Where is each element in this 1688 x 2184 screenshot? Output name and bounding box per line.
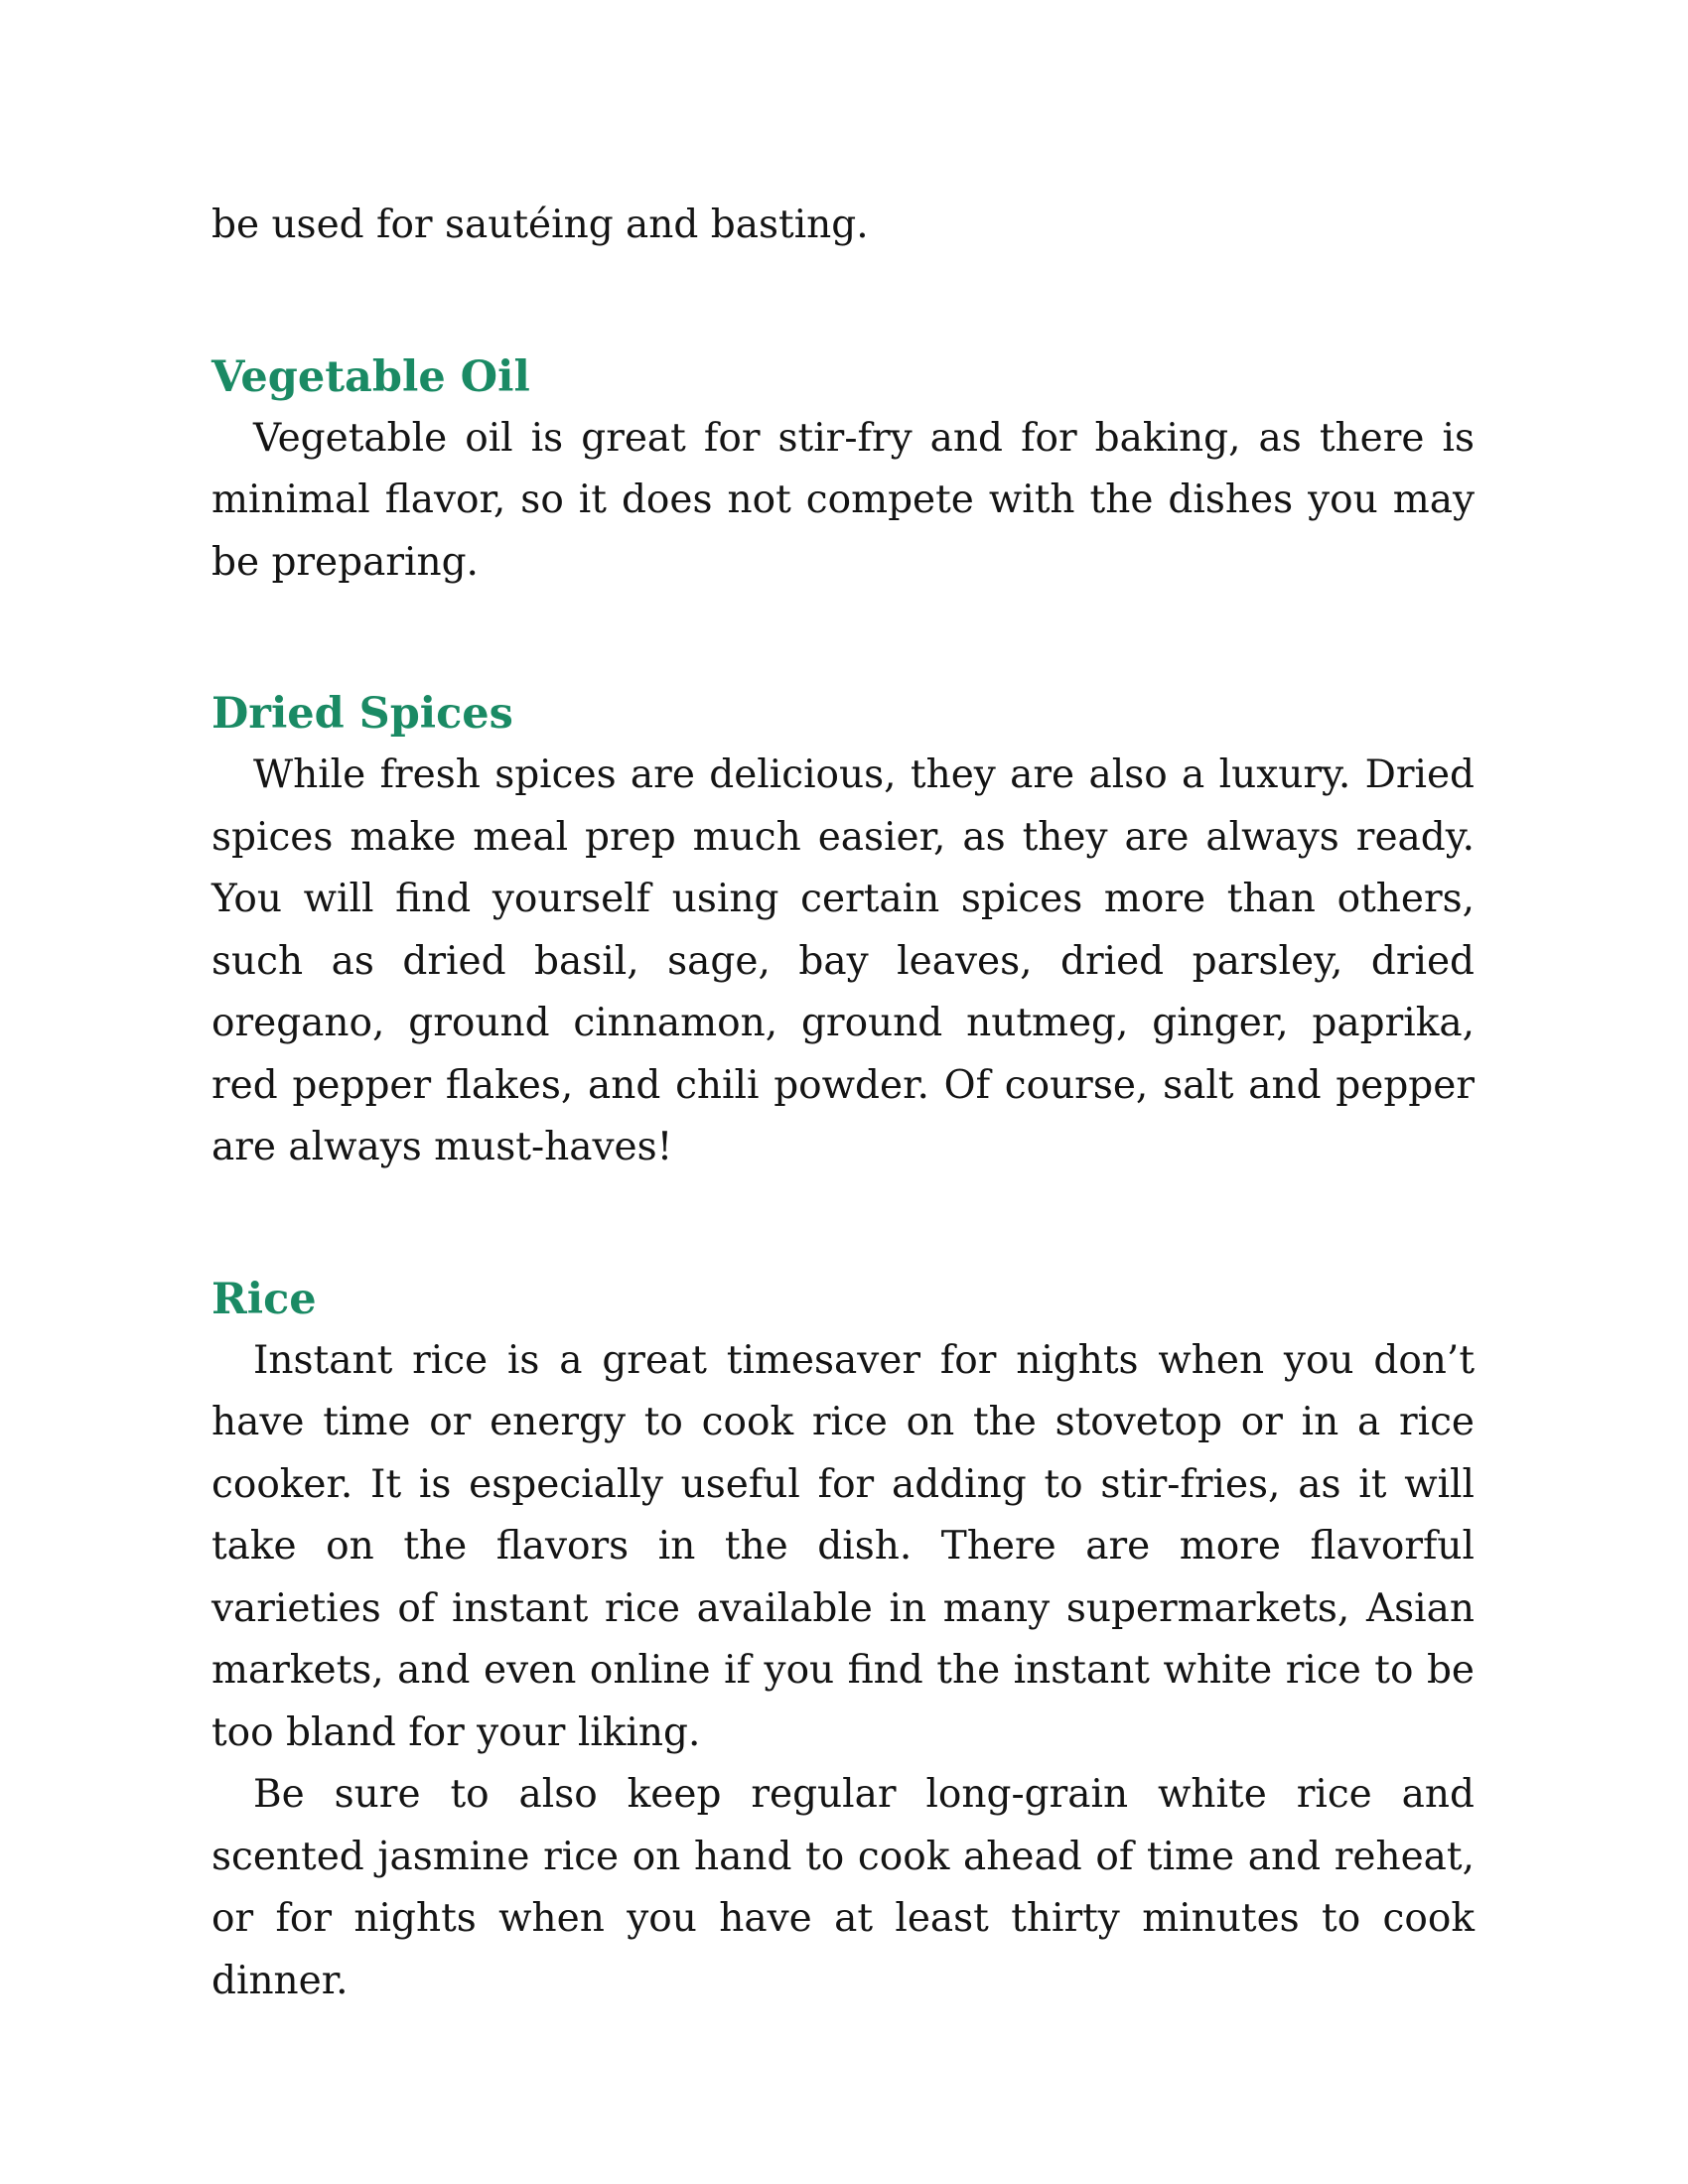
paragraph-dried-spices: While fresh spices are delicious, they are also a luxury. Dried spices make meal prep much easier, as they are always ready. You will find yourself using certain spices more than others, such as dried basil, sage, bay leaves, dried parsley, dried oregano, ground cinnamon, ground nutmeg, ginger, paprika, red pepper flakes, and chili powder. Of course, salt and pepper are always must-haves! xyxy=(211,752,1475,1169)
section-heading-rice: Rice xyxy=(211,1274,317,1324)
paragraph-vegetable-oil: Vegetable oil is great for stir-fry and for baking, as there is minimal flavor, so it does not compete with the dishes you may be preparing. xyxy=(211,415,1475,585)
paragraph-rice-instant: Instant rice is a great timesaver for nights when you don’t have time or energy to cook rice on the stovetop or in a rice cooker. It is especially useful for adding to stir-fries, as it will take on the flavors in the dish. There are more flavorful varieties of instant rice available in many supermarkets, Asian markets, and even online if you find the instant white rice to be too bland for your liking. xyxy=(211,1337,1475,1755)
section-spacer xyxy=(211,1179,1475,1269)
section-dried-spices xyxy=(211,683,1475,1179)
document-page xyxy=(211,195,1475,2012)
section-vegetable-oil xyxy=(211,346,1475,595)
intro-continuation-text: be used for sautéing and basting. xyxy=(211,203,869,247)
section-rice xyxy=(211,1269,1475,2013)
section-spacer xyxy=(211,594,1475,683)
paragraph-rice-regular: Be sure to also keep regular long-grain white rice and scented jasmine rice on hand to cook ahead of time and reheat, or for nights when you have at least thirty minutes to cook dinner. xyxy=(211,1772,1475,2003)
section-heading-vegetable-oil: Vegetable Oil xyxy=(211,351,530,402)
section-spacer xyxy=(211,257,1475,346)
section-heading-dried-spices: Dried Spices xyxy=(211,689,513,739)
